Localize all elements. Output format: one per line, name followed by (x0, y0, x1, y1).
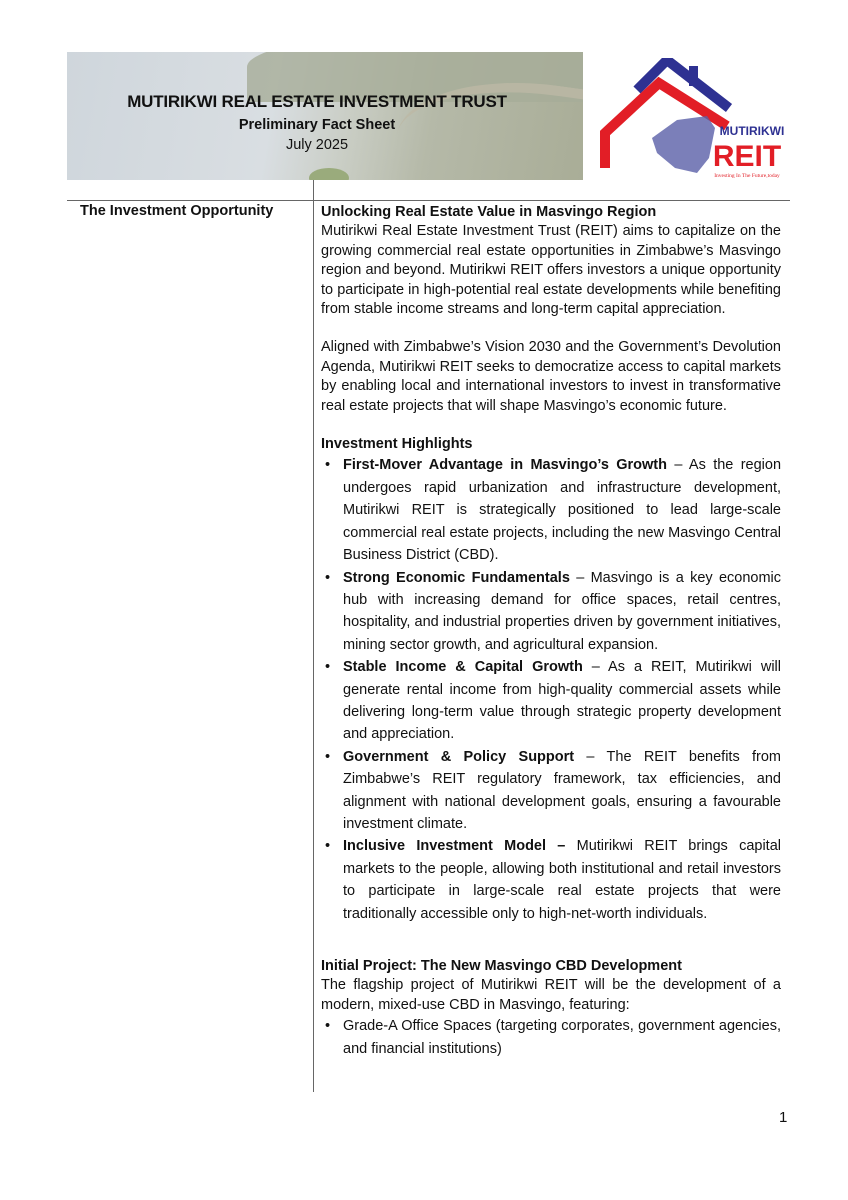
heading-unlocking-value: Unlocking Real Estate Value in Masvingo Region (321, 204, 657, 220)
list-item: • Stable Income & Capital Growth – As a REIT, Mutirikwi will generate rental income from high-quality commercial assets while delivering long-term value through strategic property development and appreciation. (321, 656, 781, 746)
list-item: • Inclusive Investment Model – Mutirikwi REIT brings capital markets to the people, allowing both institutional and retail investors to participate in large-scale real estate projects that were traditionally accessible only to high-net-worth individuals. (321, 835, 781, 925)
highlights-list (321, 454, 781, 925)
svg-text:REIT: REIT (712, 140, 782, 173)
section-label: The Investment Opportunity (80, 203, 274, 219)
section-content (321, 203, 781, 1060)
list-item: • First-Mover Advantage in Masvingo’s Growth – As the region undergoes rapid urbanization and infrastructure development, Mutirikwi REIT is strategically positioned to lead large-scale commercial real estate projects, including the new Masvingo Central Business District (CBD). (321, 454, 781, 566)
column-divider (313, 180, 314, 1092)
list-item: • Government & Policy Support – The REIT benefits from Zimbabwe’s REIT regulatory framework, tax efficiencies, and alignment with national development goals, ensuring a favourable investment climate. (321, 746, 781, 836)
project-paragraph: The flagship project of Mutirikwi REIT will be the development of a modern, mixed-use CBD in Masvingo, featuring: (321, 977, 781, 1013)
document-date: July 2025 (285, 137, 349, 153)
intro-paragraph: Mutirikwi Real Estate Investment Trust (REIT) aims to capitalize on the growing commercial real estate opportunities in Zimbabwe’s Masvingo region and beyond. Mutirikwi REIT offers investors a unique opportunity to participate in high-potential real estate developments while benefiting from stable income streams and long-term capital appreciation. (321, 223, 781, 318)
table-top-rule (67, 200, 790, 201)
document-title: MUTIRIKWI REAL ESTATE INVESTMENT TRUST (127, 92, 507, 111)
project-features-list (321, 1015, 781, 1060)
heading-initial-project: Initial Project: The New Masvingo CBD Development (321, 958, 682, 974)
svg-text:Investing In The Future,today: Investing In The Future,today (714, 173, 780, 179)
heading-investment-highlights: Investment Highlights (321, 436, 473, 453)
header-banner (67, 52, 583, 180)
svg-text:MUTIRIKWI: MUTIRIKWI (719, 124, 785, 138)
list-item: • Grade-A Office Spaces (targeting corporates, government agencies, and financial institutions) (321, 1015, 781, 1060)
list-item: • Strong Economic Fundamentals – Masvingo is a key economic hub with increasing demand for office spaces, retail centres, hospitality, and industrial properties driven by government initiatives, mining sector growth, and agricultural expansion. (321, 567, 781, 657)
vision-paragraph: Aligned with Zimbabwe’s Vision 2030 and the Government’s Devolution Agenda, Mutirikwi REIT seeks to democratize access to capital markets by enabling local and international investors to invest in transformative real estate projects that will shape Masvingo’s economic future. (321, 339, 781, 414)
banner-tree (309, 168, 349, 180)
document-subtitle: Preliminary Fact Sheet (238, 117, 396, 133)
page-number: 1 (779, 1109, 788, 1126)
mutirikwi-reit-logo (597, 58, 789, 183)
